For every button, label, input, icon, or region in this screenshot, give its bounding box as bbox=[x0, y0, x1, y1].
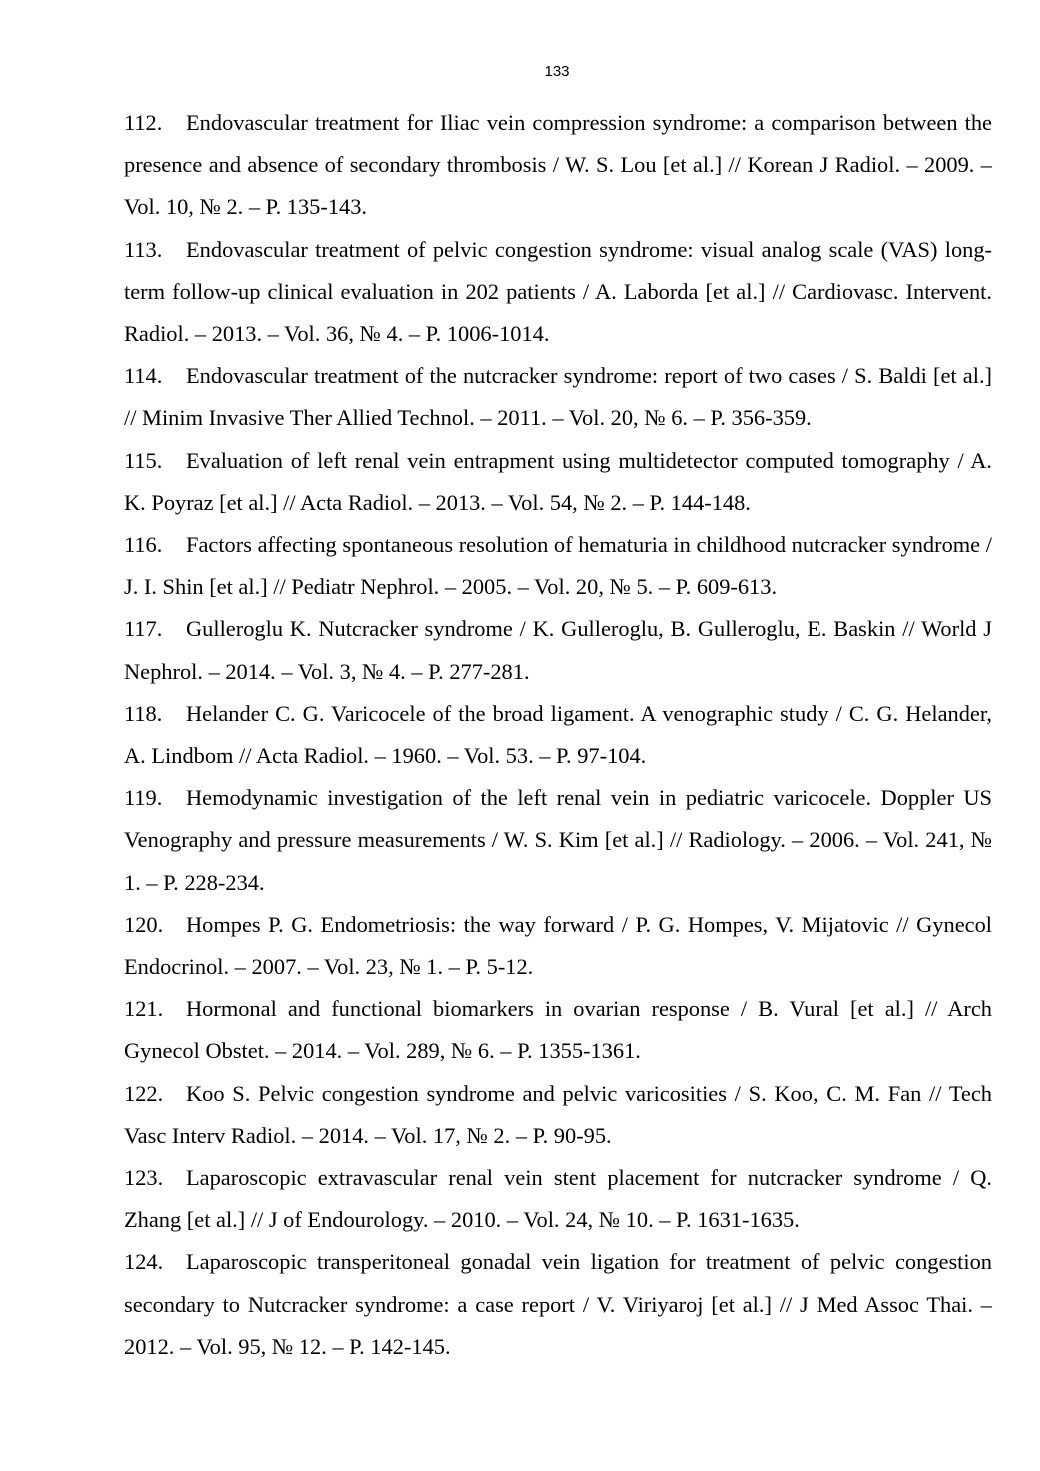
reference-text: Gulleroglu K. Nutcracker syndrome / K. Gulleroglu, B. Gulleroglu, E. Baskin // World J Nephrol. – 2014. – Vol. 3, № 4. – P. 277-281. bbox=[124, 616, 992, 684]
reference-text: Helander C. G. Varicocele of the broad ligament. A venographic study / C. G. Helander, A. Lindbom // Acta Radiol. – 1960. – Vol. 53. – P. 97-104. bbox=[124, 700, 992, 769]
reference-number: 122. bbox=[124, 1080, 164, 1106]
reference-text: Koo S. Pelvic congestion syndrome and pelvic varicosities / S. Koo, C. M. Fan // Tech Vasc Interv Radiol. – 2014. – Vol. 17, № 2. – P. 90-95. bbox=[124, 1080, 992, 1148]
reference-item bbox=[124, 608, 992, 692]
reference-number: 112. bbox=[124, 110, 163, 135]
reference-number: 113. bbox=[124, 236, 163, 262]
reference-item bbox=[124, 440, 992, 524]
reference-item bbox=[124, 1157, 992, 1241]
reference-text: Endovascular treatment of the nutcracker syndrome: report of two cases / S. Baldi [et al.] // Minim Invasive Ther Allied Technol. – 2011. – Vol. 20, № 6. – P. 356-359. bbox=[124, 363, 992, 431]
reference-number: 121. bbox=[124, 996, 164, 1022]
reference-item bbox=[124, 777, 992, 904]
reference-list bbox=[124, 102, 992, 1368]
reference-text: Laparoscopic extravascular renal vein stent placement for nutcracker syndrome / Q. Zhang [et al.] // J of Endourology. – 2010. – Vol. 24, № 10. – P. 1631-1635. bbox=[124, 1165, 992, 1233]
reference-number: 123. bbox=[124, 1165, 164, 1191]
reference-item bbox=[124, 229, 992, 356]
reference-text: Laparoscopic transperitoneal gonadal vein ligation for treatment of pelvic congestion secondary to Nutcracker syndrome: a case report / V. Viriyaroj [et al.] // J Med Assoc Thai. – 2012. – Vol. 95, № 12. – P. 142-145. bbox=[124, 1249, 992, 1359]
reference-item bbox=[124, 693, 992, 777]
reference-text: Hompes P. G. Endometriosis: the way forward / P. G. Hompes, V. Mijatovic // Gynecol Endocrinol. – 2007. – Vol. 23, № 1. – P. 5-12. bbox=[124, 911, 992, 980]
reference-number: 119. bbox=[124, 785, 163, 811]
reference-item bbox=[124, 904, 992, 988]
reference-text: Hormonal and functional biomarkers in ovarian response / B. Vural [et al.] // Arch Gynecol Obstet. – 2014. – Vol. 289, № 6. – P. 1355-1361. bbox=[124, 996, 992, 1064]
reference-text: Endovascular treatment of pelvic congestion syndrome: visual analog scale (VAS) long-term follow-up clinical evaluation in 202 patients / A. Laborda [et al.] // Cardiovasc. Intervent. Radiol. – 2013. – Vol. 36, № 4. – P. 1006-1014. bbox=[124, 236, 992, 347]
reference-number: 115. bbox=[124, 447, 163, 473]
reference-item bbox=[124, 1241, 992, 1368]
page-number: 133 bbox=[544, 63, 570, 80]
reference-item bbox=[124, 355, 992, 439]
reference-item bbox=[124, 524, 992, 608]
reference-number: 120. bbox=[124, 911, 164, 937]
reference-text: Endovascular treatment for Iliac vein compression syndrome: a comparison between the presence and absence of secondary thrombosis / W. S. Lou [et al.] // Korean J Radiol. – 2009. – Vol. 10, № 2. – P. 135-143. bbox=[124, 110, 992, 220]
reference-item bbox=[124, 988, 992, 1072]
reference-text: Evaluation of left renal vein entrapment using multidetector computed tomography / A. K. Poyraz [et al.] // Acta Radiol. – 2013. – Vol. 54, № 2. – P. 144-148. bbox=[124, 447, 992, 515]
reference-number: 117. bbox=[124, 616, 163, 642]
reference-number: 116. bbox=[124, 532, 163, 558]
reference-item bbox=[124, 102, 992, 229]
reference-number: 118. bbox=[124, 700, 163, 726]
reference-text: Factors affecting spontaneous resolution of hematuria in childhood nutcracker syndrome / J. I. Shin [et al.] // Pediatr Nephrol. – 2005. – Vol. 20, № 5. – P. 609-613. bbox=[124, 532, 992, 600]
reference-number: 114. bbox=[124, 363, 163, 389]
reference-item bbox=[124, 1073, 992, 1157]
reference-number: 124. bbox=[124, 1249, 164, 1275]
reference-text: Hemodynamic investigation of the left renal vein in pediatric varicocele. Doppler US Venography and pressure measurements / W. S. Kim [et al.] // Radiology. – 2006. – Vol. 241, № 1. – P. 228-234. bbox=[124, 785, 992, 895]
